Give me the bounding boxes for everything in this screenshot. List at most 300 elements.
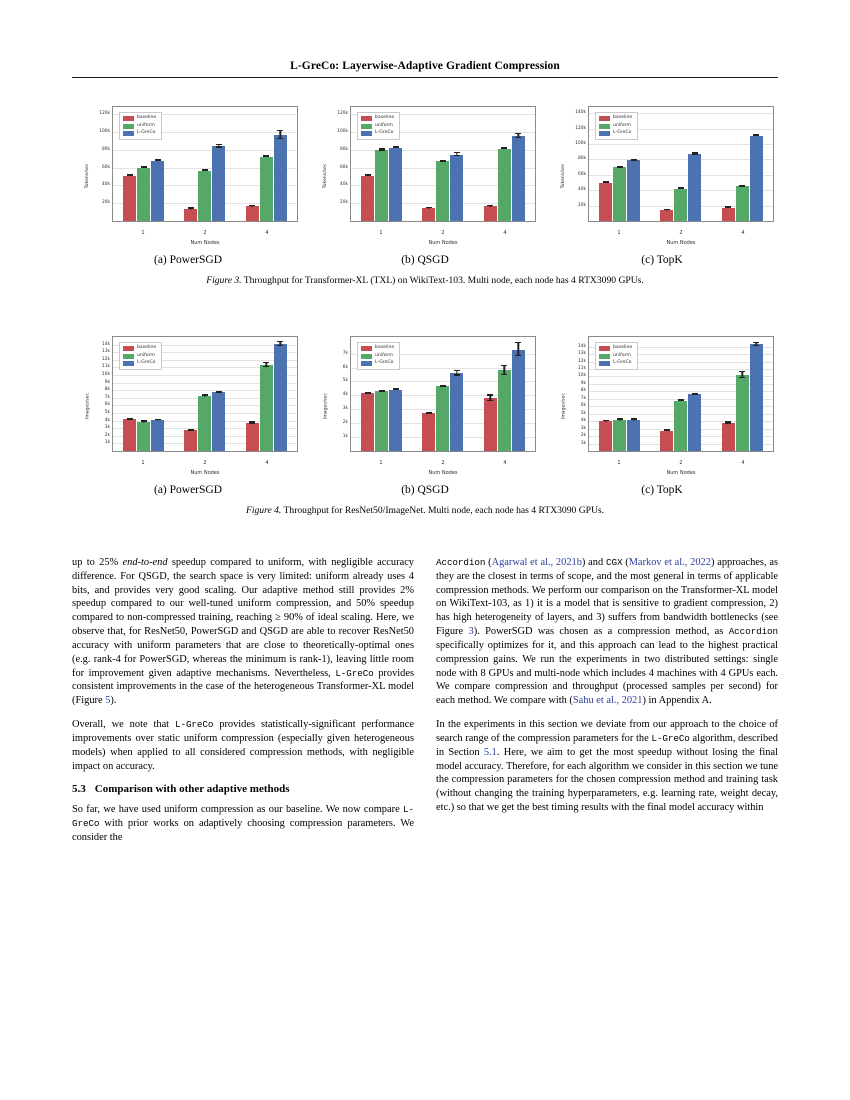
error-bar-cap <box>393 147 399 148</box>
error-bar-cap <box>603 420 609 421</box>
legend-label: uniform <box>137 122 155 128</box>
y-axis-tick-label: 40k <box>340 182 348 188</box>
y-axis-tick-label: 100k <box>575 140 586 146</box>
legend-label: baseline <box>613 345 633 351</box>
y-axis-tick-label: 8k <box>580 388 586 394</box>
plot-area <box>99 106 298 222</box>
legend-label: L-GreCo <box>137 130 156 136</box>
p1-code-lgreco: L-GreCo <box>335 667 374 679</box>
legend-label: L-GreCo <box>613 360 632 366</box>
subcaption-f4b: (b) QSGD <box>401 484 449 496</box>
x-axis-tick-label: 4 <box>503 460 507 466</box>
error-bar-cap <box>202 395 208 396</box>
error-bar-cap <box>753 345 759 346</box>
bar-lgreco <box>750 136 763 222</box>
x-axis-tick-label: 1 <box>379 460 383 466</box>
y-axis-tick-label: 9k <box>580 380 586 386</box>
chart-legend <box>357 112 400 140</box>
error-bar-cap <box>277 345 283 346</box>
y-axis-tick-label: 1k <box>104 440 110 446</box>
bar-holder <box>484 337 497 451</box>
legend-row <box>123 116 156 121</box>
bar-baseline <box>722 423 735 451</box>
bar-lgreco <box>688 154 701 221</box>
legend-row <box>123 124 156 129</box>
bar-holder <box>722 107 735 221</box>
y-axis-tick-label: 4k <box>580 418 586 424</box>
y-axis-tick-label: 4k <box>342 392 348 398</box>
p5-text-c: . Here, we aim to get the most speedup without losing the final model accuracy. Therefore, for each algorithm we consider in this section we tune the compression parameters for the chosen compression method and training task (without changing the training hyperparameters, e.g. learning rate, weight decay, etc.) so that we get the best timing results with the final model accuracy within <box>436 746 778 814</box>
legend-label: baseline <box>137 115 157 121</box>
x-axis-tick-label: 1 <box>141 230 145 236</box>
error-bar-cap <box>216 392 222 393</box>
bar-uniform <box>198 396 211 451</box>
y-axis-tick-label: 40k <box>578 187 586 193</box>
x-axis-label: Num Nodes <box>428 240 458 246</box>
y-axis-tick-label: 1k <box>342 433 348 439</box>
y-axis-tick-label: 60k <box>578 171 586 177</box>
error-bar-cap <box>365 393 371 394</box>
bar-lgreco <box>151 161 164 221</box>
bar-baseline <box>246 206 259 221</box>
bar-holder <box>750 107 763 221</box>
error-bar-cap <box>739 185 745 186</box>
p1-emphasis: end-to-end <box>122 557 168 568</box>
error-bar-cap <box>426 413 432 414</box>
legend-swatch-lgreco <box>123 361 134 366</box>
y-axis-tick-label: 7k <box>580 395 586 401</box>
error-bar-cap <box>249 205 255 206</box>
error-bar-cap <box>202 170 208 171</box>
bar-holder <box>198 107 211 221</box>
bar-baseline <box>599 421 612 451</box>
y-axis-tick-label: 7k <box>104 394 110 400</box>
error-bar-cap <box>141 421 147 422</box>
error-bar-cap <box>515 342 521 343</box>
bar-holder <box>246 337 259 451</box>
y-axis-tick-label: 20k <box>102 200 110 206</box>
legend-row <box>361 131 394 136</box>
error-bar-cap <box>753 342 759 343</box>
paragraph-4 <box>436 556 778 708</box>
bar-uniform <box>736 186 749 221</box>
legend-row <box>123 131 156 136</box>
bar-uniform <box>137 422 150 451</box>
legend-row <box>123 346 156 351</box>
bar-baseline <box>660 431 673 451</box>
error-bar-cap <box>440 386 446 387</box>
error-bar-cap <box>277 341 283 342</box>
x-axis-tick-label: 2 <box>679 230 683 236</box>
bar-holder <box>484 107 497 221</box>
bar-holder <box>688 337 701 451</box>
chart-f3c-topk <box>548 100 780 252</box>
y-axis-tick-label: 4k <box>104 417 110 423</box>
figure-4 <box>72 330 778 518</box>
y-axis-label: Tokens/sec <box>322 163 328 189</box>
y-axis-tick-label: 10k <box>578 373 586 379</box>
p2-text-a: Overall, we note that <box>72 719 175 731</box>
chart-f3a-powersgd <box>72 100 304 252</box>
subcaption-f4c: (c) TopK <box>641 484 683 496</box>
p1-text-a: up to 25% <box>72 557 123 568</box>
error-bar-cap <box>155 160 161 161</box>
bar-baseline <box>184 430 197 451</box>
error-bar-cap <box>603 181 609 182</box>
y-axis-tick-label: 80k <box>102 146 110 152</box>
bar-lgreco <box>212 146 225 221</box>
legend-label: L-GreCo <box>613 130 632 136</box>
bar-group <box>422 107 463 221</box>
error-bar-cap <box>617 167 623 168</box>
error-bar-cap <box>141 167 147 168</box>
legend-label: uniform <box>613 122 631 128</box>
error-bar-cap <box>487 400 493 401</box>
figure-3-charts <box>72 100 778 252</box>
bar-uniform <box>498 370 511 451</box>
p4-text-d: ) approaches, as they are the closest in terms of scope, and the most general in terms of applicable compression methods. We perform our comparison on the Transformer-XL model on WikiText-103, as 1) it is a model that is sensitive to gradient compression, 2) has high heterogeneity of layers, and 3) suffers from bandwidth bottlenecks (see Figure <box>436 557 778 638</box>
bar-group <box>484 337 525 451</box>
bar-group <box>246 107 287 221</box>
bar-lgreco <box>274 135 287 221</box>
x-axis-tick-label: 4 <box>503 230 507 236</box>
error-bar-cap <box>678 188 684 189</box>
p4-citation-sahu[interactable]: Sahu et al., 2021 <box>572 695 643 707</box>
legend-label: uniform <box>613 352 631 358</box>
right-column <box>436 556 778 855</box>
legend-swatch-uniform <box>123 124 134 129</box>
legend-row <box>599 361 632 366</box>
chart-f4a-powersgd <box>72 330 304 482</box>
legend-row <box>361 354 394 359</box>
legend-row <box>361 346 394 351</box>
chart-cell-f3a <box>72 100 304 252</box>
y-axis-tick-label: 5k <box>104 409 110 415</box>
error-bar-cap <box>631 159 637 160</box>
bar-group <box>660 107 701 221</box>
y-axis-label: Tokens/sec <box>84 163 90 189</box>
plot-area <box>578 336 774 452</box>
bar-uniform <box>375 150 388 221</box>
p4-citation-markov[interactable]: Markov et al., 2022 <box>628 557 711 568</box>
y-axis-tick-label: 6k <box>342 364 348 370</box>
left-column <box>72 556 414 855</box>
plot-area <box>102 336 298 452</box>
bar-uniform <box>436 161 449 221</box>
y-axis-tick-label: 1k <box>580 440 586 446</box>
error-bar-cap <box>501 148 507 149</box>
y-axis-tick-label: 8k <box>104 387 110 393</box>
chart-legend <box>119 112 162 140</box>
error-bar-cap <box>515 137 521 138</box>
p1-text-c: provides consistent improvements in the case of the heterogeneous Transformer-XL model (Figure <box>72 667 415 707</box>
error-bar-cap <box>454 155 460 156</box>
p4-text-b: ) and <box>581 557 606 568</box>
error-bar-cap <box>753 135 759 136</box>
legend-swatch-lgreco <box>361 131 372 136</box>
bar-baseline <box>361 176 374 221</box>
legend-swatch-baseline <box>361 116 372 121</box>
p5-text-b: algorithm, described in Section <box>436 732 778 758</box>
p4-text-e: ). PowerSGD was chosen as a compression method, as <box>473 626 729 638</box>
x-axis-ticks <box>350 460 536 466</box>
subcaption-f3a: (a) PowerSGD <box>153 254 223 266</box>
x-axis-tick-label: 4 <box>741 230 745 236</box>
x-axis-tick-label: 4 <box>265 460 269 466</box>
error-bar-cap <box>515 133 521 134</box>
bar-baseline <box>660 210 673 221</box>
bar-holder <box>722 337 735 451</box>
error-bar-cap <box>454 374 460 375</box>
bar-baseline <box>722 208 735 221</box>
bar-holder <box>436 337 449 451</box>
error-bar-cap <box>277 138 283 139</box>
error-bar-cap <box>664 209 670 210</box>
x-axis-label: Num Nodes <box>666 240 696 246</box>
bar-group <box>660 337 701 451</box>
bar-holder <box>512 337 525 451</box>
bar-uniform <box>260 157 273 221</box>
error-bar-cap <box>155 419 161 420</box>
error-bar-cap <box>487 205 493 206</box>
y-axis-tick-label: 2k <box>104 432 110 438</box>
bar-group <box>184 337 225 451</box>
error-bar-cap <box>188 207 194 208</box>
section-title: Comparison with other adaptive methods <box>94 783 290 796</box>
error-bar-cap <box>263 366 269 367</box>
p5-section-ref[interactable]: 5.1 <box>483 746 497 758</box>
chart-legend <box>357 342 400 370</box>
legend-swatch-baseline <box>123 116 134 121</box>
x-axis-tick-label: 2 <box>441 230 445 236</box>
legend-swatch-lgreco <box>599 361 610 366</box>
bar-lgreco <box>212 392 225 451</box>
figure-3-caption-label: Figure 3. <box>206 275 242 286</box>
y-axis-tick-label: 120k <box>99 110 110 116</box>
bar-baseline <box>184 209 197 221</box>
bar-uniform <box>613 420 626 451</box>
bar-lgreco <box>389 148 402 221</box>
error-bar-cap <box>664 429 670 430</box>
legend-row <box>599 346 632 351</box>
y-axis-tick-label: 10k <box>102 371 110 377</box>
chart-cell-f4b <box>310 330 542 482</box>
error-bar-cap <box>263 156 269 157</box>
y-axis-tick-label: 3k <box>580 425 586 431</box>
bar-holder <box>450 107 463 221</box>
y-axis-tick-label: 11k <box>102 364 110 370</box>
y-axis-tick-label: 2k <box>580 432 586 438</box>
legend-label: uniform <box>375 352 393 358</box>
bar-lgreco <box>750 344 763 451</box>
y-axis-tick-label: 5k <box>580 410 586 416</box>
bar-lgreco <box>389 390 402 451</box>
figure-3-caption <box>72 275 778 288</box>
running-title: L-GreCo: Layerwise-Adaptive Gradient Compression <box>290 60 560 72</box>
y-axis-label: Tokens/sec <box>560 163 566 189</box>
x-axis-tick-label: 2 <box>679 460 683 466</box>
y-axis-label: Images/sec <box>85 392 91 420</box>
legend-row <box>599 131 632 136</box>
bar-holder <box>512 107 525 221</box>
legend-swatch-uniform <box>361 354 372 359</box>
bar-uniform <box>436 386 449 451</box>
error-bar-cap <box>277 130 283 131</box>
bar-holder <box>260 337 273 451</box>
bar-uniform <box>375 391 388 451</box>
y-axis-tick-label: 80k <box>340 146 348 152</box>
figure-3-subcaptions <box>72 254 778 266</box>
legend-swatch-lgreco <box>599 131 610 136</box>
p1-figure-ref[interactable]: 5 <box>105 695 111 707</box>
bar-lgreco <box>627 420 640 451</box>
y-axis-tick-label: 3k <box>342 406 348 412</box>
x-axis-ticks <box>588 230 774 236</box>
bar-uniform <box>674 401 687 451</box>
paragraph-3 <box>72 803 414 844</box>
legend-swatch-lgreco <box>123 131 134 136</box>
y-axis-tick-label: 120k <box>337 110 348 116</box>
x-axis-tick-label: 1 <box>617 460 621 466</box>
error-bar-cap <box>692 153 698 154</box>
bar-baseline <box>123 176 136 221</box>
bar-group <box>722 337 763 451</box>
error-bar-cap <box>426 207 432 208</box>
x-axis-tick-label: 4 <box>741 460 745 466</box>
y-axis-tick-label: 7k <box>342 350 348 356</box>
bar-holder <box>750 337 763 451</box>
bar-holder <box>212 107 225 221</box>
bar-holder <box>436 107 449 221</box>
bar-holder <box>674 337 687 451</box>
bar-lgreco <box>151 420 164 451</box>
legend-row <box>123 354 156 359</box>
paragraph-1 <box>72 556 414 708</box>
bar-holder <box>422 337 435 451</box>
p4-text-f: specifically optimizes for it, and this approach can lead to the highest practical compression gains. We run the experiments in two distributed settings: single node with 8 GPUs and multi-node which includes 4 machines with 4 GPUs each. We compare compression and throughput (processed samples per second) for each method. We compare with ( <box>436 639 778 707</box>
bar-uniform <box>137 168 150 221</box>
y-axis-tick-label: 120k <box>575 125 586 131</box>
bar-uniform <box>260 365 273 451</box>
legend-row <box>599 354 632 359</box>
plot-area <box>337 106 536 222</box>
error-bar-cap <box>365 175 371 176</box>
y-axis-label: Images/sec <box>323 392 329 420</box>
p5-text-a: In the experiments in this section we deviate from our approach to the choice of search range of the compression parameters for the <box>436 719 778 744</box>
y-axis-tick-label: 14k <box>578 343 586 349</box>
bar-uniform <box>736 375 749 451</box>
bar-holder <box>198 337 211 451</box>
error-bar-cap <box>188 429 194 430</box>
bar-holder <box>674 107 687 221</box>
bar-baseline <box>246 423 259 451</box>
bar-holder <box>498 337 511 451</box>
p3-text-a: So far, we have used uniform compression as our baseline. We now compare <box>72 804 404 816</box>
x-axis-label: Num Nodes <box>190 240 220 246</box>
legend-row <box>361 361 394 366</box>
bar-holder <box>660 107 673 221</box>
p4-text-g: ) in Appendix A. <box>642 695 712 707</box>
y-axis-tick-label: 20k <box>578 202 586 208</box>
bar-holder <box>260 107 273 221</box>
legend-swatch-uniform <box>599 124 610 129</box>
y-axis-tick-label: 12k <box>102 356 110 362</box>
bar-group <box>484 107 525 221</box>
bar-lgreco <box>512 350 525 451</box>
error-bar-cap <box>515 355 521 356</box>
legend-label: baseline <box>137 345 157 351</box>
error-bar-cap <box>692 394 698 395</box>
p4-code-cgx: CGX <box>605 557 623 568</box>
bar-holder <box>688 107 701 221</box>
bar-holder <box>184 337 197 451</box>
x-axis-ticks <box>588 460 774 466</box>
bar-holder <box>660 337 673 451</box>
error-bar-cap <box>127 175 133 176</box>
y-axis-tick-label: 5k <box>342 378 348 384</box>
figure-4-caption <box>72 505 778 518</box>
x-axis-tick-label: 1 <box>379 230 383 236</box>
bar-lgreco <box>274 344 287 451</box>
figure-4-caption-text: Throughput for ResNet50/ImageNet. Multi node, each node has 4 RTX3090 GPUs. <box>281 505 605 516</box>
x-axis-tick-label: 4 <box>265 230 269 236</box>
error-bar-cap <box>725 206 731 207</box>
figure-3-caption-text: Throughput for Transformer-XL (TXL) on WikiText-103. Multi node, each node has 4 RTX3090 GPUs. <box>241 275 644 286</box>
y-axis-tick-label: 13k <box>578 350 586 356</box>
figure-4-charts <box>72 330 778 482</box>
x-axis-ticks <box>112 230 298 236</box>
section-number: 5.3 <box>72 783 86 796</box>
y-axis-tick-label: 2k <box>342 420 348 426</box>
legend-label: baseline <box>375 115 395 121</box>
p4-figure-ref[interactable]: 3 <box>468 626 474 638</box>
y-axis-tick-label: 9k <box>104 379 110 385</box>
y-axis-tick-label: 6k <box>580 403 586 409</box>
chart-legend <box>595 342 638 370</box>
p4-citation-agarwal[interactable]: Agarwal et al., 2021b <box>491 557 582 568</box>
bar-holder <box>422 107 435 221</box>
bar-baseline <box>484 398 497 451</box>
chart-cell-f4c <box>548 330 780 482</box>
bar-group <box>722 107 763 221</box>
page-header <box>72 60 778 78</box>
y-axis-tick-label: 140k <box>575 110 586 116</box>
bar-baseline <box>484 206 497 221</box>
chart-cell-f4a <box>72 330 304 482</box>
chart-f4c-topk <box>548 330 780 482</box>
x-axis-tick-label: 1 <box>141 460 145 466</box>
error-bar-cap <box>617 419 623 420</box>
p4-text-c: ( <box>622 557 629 568</box>
x-axis-label: Num Nodes <box>666 470 696 476</box>
error-bar-cap <box>501 365 507 366</box>
bar-lgreco <box>450 373 463 451</box>
error-bar-cap <box>440 161 446 162</box>
bar-baseline <box>422 413 435 451</box>
error-bar-cap <box>739 377 745 378</box>
bar-lgreco <box>688 394 701 451</box>
p2-text-b: provides statistically-significant performance improvements over static uniform compression (especially given heterogeneous models) when applied to all considered compression methods, with negligible impact on accuracy. <box>72 719 414 772</box>
chart-cell-f3b <box>310 100 542 252</box>
figure-4-subcaptions <box>72 484 778 496</box>
x-axis-tick-label: 2 <box>441 460 445 466</box>
p3-code-lgreco: L-GreCo <box>72 804 414 830</box>
bar-holder <box>246 107 259 221</box>
bar-baseline <box>361 393 374 451</box>
legend-label: baseline <box>613 115 633 121</box>
bar-uniform <box>613 167 626 221</box>
bar-uniform <box>674 189 687 221</box>
